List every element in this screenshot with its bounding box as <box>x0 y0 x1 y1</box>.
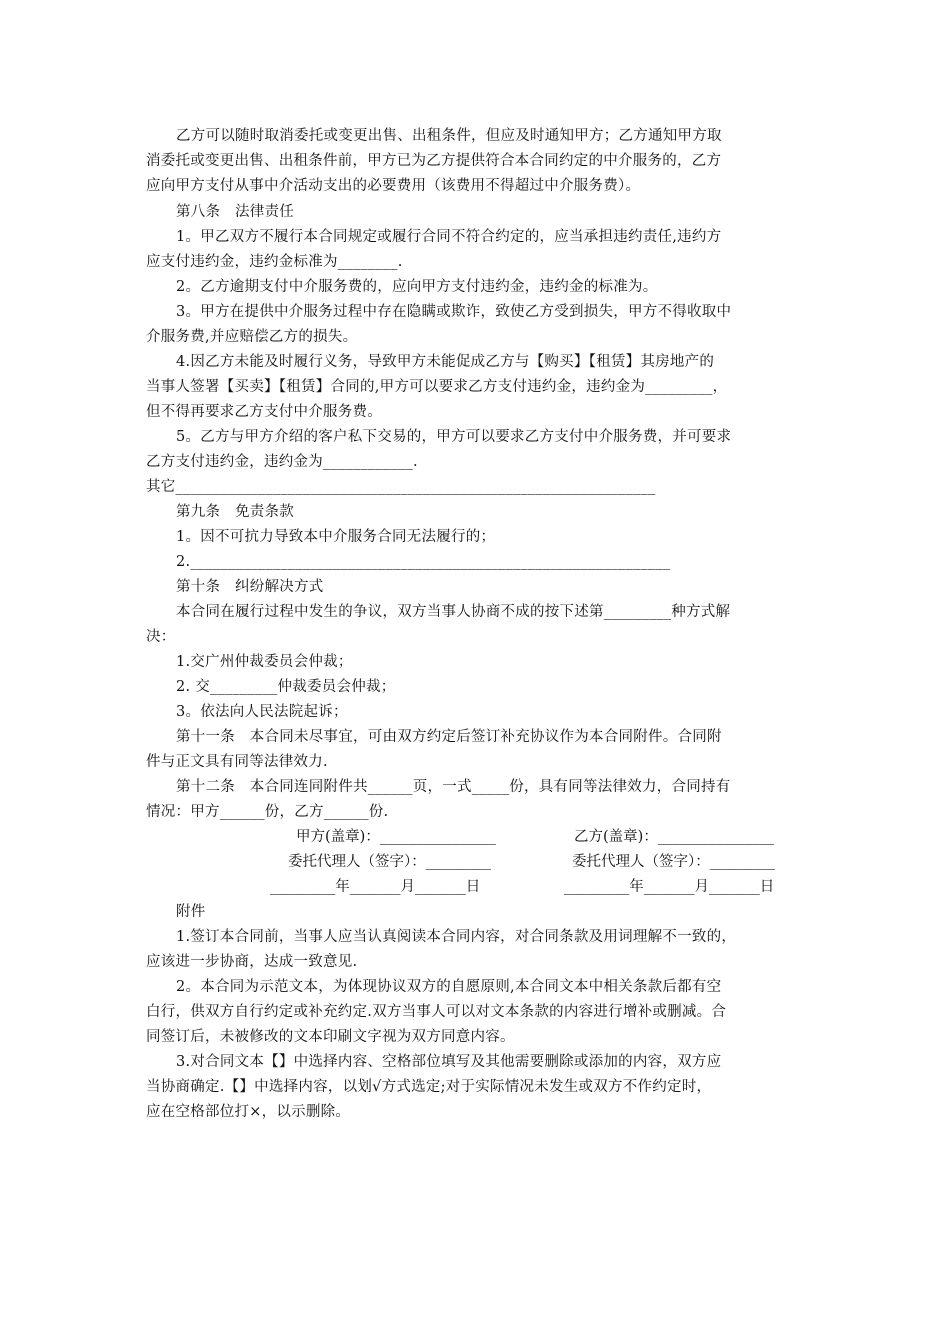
paragraph-line: 3。依法向人民法院起诉； <box>176 704 348 720</box>
paragraph-line: 应向甲方支付从事中介活动支出的必要费用（该费用不得超过中介服务费）。 <box>146 178 641 194</box>
paragraph-line: 当事人签署【买卖】【租赁】合同的,甲方可以要求乙方支付违约金，违约金为_________， <box>146 379 728 395</box>
paragraph-line: 白行，供双方自行约定或补充约定.双方当事人可以对文本条款的内容进行增补或删减。合 <box>146 1004 727 1020</box>
paragraph-line: 1.签订本合同前，当事人应当认真阅读本合同内容，对合同条款及用词理解不一致的， <box>176 929 737 945</box>
paragraph-line: 同签订后，未被修改的文本印刷文字视为双方同意内容。 <box>146 1029 515 1045</box>
paragraph-line: 决： <box>146 629 176 645</box>
paragraph-line: 1。因不可抗力导致本中介服务合同无法履行的； <box>176 529 496 545</box>
paragraph-line: 介服务费,并应赔偿乙方的损失。 <box>146 329 358 345</box>
appendix-heading: 附件 <box>176 904 206 920</box>
paragraph-line: 消委托或变更出售、出租条件前，甲方已为乙方提供符合本合同约定的中介服务的，乙方 <box>146 153 722 169</box>
party-a-seal: 甲方(盖章)：________________ <box>296 829 496 845</box>
paragraph-line: 情况：甲方______份，乙方______份. <box>146 804 389 820</box>
article-11-line: 第十一条 本合同未尽事宜，可由双方约定后签订补充协议作为本合同附件。合同附 <box>176 729 722 745</box>
paragraph-line: 3。甲方在提供中介服务过程中存在隐瞒或欺诈，致使乙方受到损失，甲方不得收取中 <box>176 304 732 320</box>
paragraph-line: 乙方支付违约金，违约金为____________. <box>146 454 418 470</box>
paragraph-line: 应该进一步协商，达成一致意见. <box>146 954 358 970</box>
paragraph-line: 2.________________________________________________________________ <box>176 554 671 570</box>
party-b-agent: 委托代理人（签字）：_________ <box>572 854 775 870</box>
party-b-date: _________年_______月_______日 <box>564 879 775 895</box>
paragraph-line: 应支付违约金，违约金标准为________. <box>146 254 403 270</box>
paragraph-line: 当协商确定.【】中选择内容，以划√方式选定;对于实际情况未发生或双方不作约定时， <box>146 1079 712 1095</box>
paragraph-line: 本合同在履行过程中发生的争议，双方当事人协商不成的按下述第_________种方式解 <box>176 604 731 620</box>
paragraph-line: 乙方可以随时取消委托或变更出售、出租条件，但应及时通知甲方；乙方通知甲方取 <box>176 128 722 144</box>
paragraph-line: 3.对合同文本【】中选择内容、空格部位填写及其他需要删除或添加的内容，双方应 <box>176 1054 722 1070</box>
paragraph-line: 件与正文具有同等法律效力. <box>146 754 328 770</box>
paragraph-line: 其它________________________________________________________________ <box>146 479 656 495</box>
party-a-date: _________年_______月_______日 <box>270 879 481 895</box>
article-10-heading: 第十条 纠纷解决方式 <box>176 579 324 595</box>
paragraph-line: 5。乙方与甲方介绍的客户私下交易的，甲方可以要求乙方支付中介服务费，并可要求 <box>176 429 732 445</box>
paragraph-line: 应在空格部位打×，以示删除。 <box>146 1104 351 1120</box>
paragraph-line: 但不得再要求乙方支付中介服务费。 <box>146 404 382 420</box>
paragraph-line: 2。本合同为示范文本，为体现协议双方的自愿原则,本合同文本中相关条款后都有空 <box>176 979 722 995</box>
article-8-heading: 第八条 法律责任 <box>176 204 294 220</box>
party-b-seal: 乙方(盖章)：________________ <box>574 829 774 845</box>
paragraph-line: 2。乙方逾期支付中介服务费的，应向甲方支付违约金，违约金的标准为。 <box>176 279 658 295</box>
paragraph-line: 1.交广州仲裁委员会仲裁； <box>176 654 353 670</box>
paragraph-line: 1。甲乙双方不履行本合同规定或履行合同不符合约定的，应当承担违约责任,违约方 <box>176 229 722 245</box>
paragraph-line: 2. 交_________仲裁委员会仲裁； <box>176 679 396 695</box>
paragraph-line: 4.因乙方未能及时履行义务，导致甲方未能促成乙方与【购买】【租赁】其房地产的 <box>176 354 715 370</box>
party-a-agent: 委托代理人（签字）：_________ <box>288 854 491 870</box>
article-12-line: 第十二条 本合同连同附件共______页，一式_____份，具有同等法律效力，合同持有 <box>176 779 731 795</box>
article-9-heading: 第九条 免责条款 <box>176 504 294 520</box>
